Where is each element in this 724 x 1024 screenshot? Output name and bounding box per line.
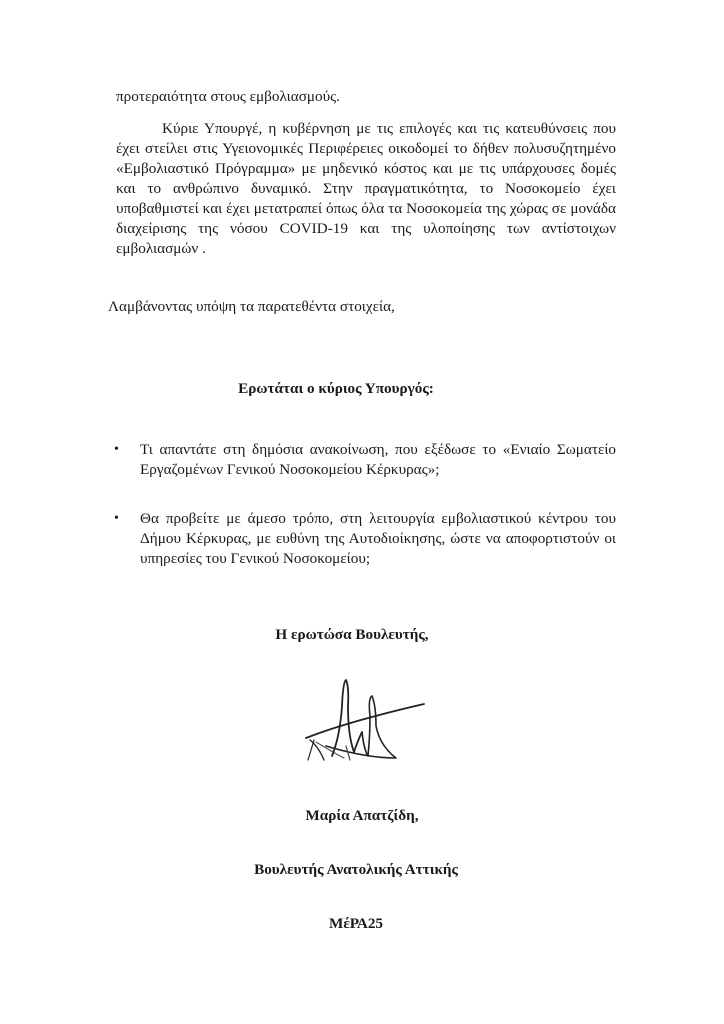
party-name: ΜέΡΑ25 xyxy=(328,915,384,932)
question-item-1 xyxy=(114,440,616,480)
signature-icon xyxy=(296,676,436,766)
signatory-label: Η ερωτώσα Βουλευτής, xyxy=(275,626,429,643)
question-text: Τι απαντάτε στη δημόσια ανακοίνωση, που εξέδωσε το «Ενιαίο Σωματείο Εργαζομένων Γενικού Νοσοκομείου Κέρκυρας»; xyxy=(140,441,616,478)
question-text: Θα προβείτε με άμεσο τρόπο, στη λειτουργία εμβολιαστικού κέντρου του Δήμου Κέρκυρας, με ευθύνη της Αυτοδιοίκησης, ώστε να αποφορτιστούν οι υπηρεσίες του Γενικού Νοσοκομείου; xyxy=(140,510,616,567)
signatory-title: Βουλευτής Ανατολικής Αττικής xyxy=(254,861,458,878)
paragraph-intro-end: προτεραιότητα στους εμβολιασμούς. xyxy=(116,88,340,105)
signatory-name: Μαρία Απατζίδη, xyxy=(305,807,419,824)
bullet-icon: • xyxy=(114,442,119,457)
bullet-icon: • xyxy=(114,511,119,526)
question-item-2 xyxy=(114,509,616,569)
paragraph-considering: Λαμβάνοντας υπόψη τα παρατεθέντα στοιχεία, xyxy=(108,298,395,315)
paragraph-main: Κύριε Υπουργέ, η κυβέρνηση με τις επιλογές και τις κατευθύνσεις που έχει στείλει στις Υγειονομικές Περιφέρειες οικοδομεί το δήθεν πολυσυζητημένο «Εμβολιαστικό Πρόγραμμα» με μηδενικό κόστος και με τις υπάρχουσες δομές και το ανθρώπινο δυναμικό. Στην πραγματικότητα, το Νοσοκομείο έχει υποβαθμιστεί και έχει μετατραπεί όπως όλα τα Νοσοκομεία της χώρας σε μονάδα διαχείρισης της νόσου COVID-19 και της υλοποίησης των αντίστοιχων εμβολιασμών . xyxy=(116,120,616,257)
question-heading: Ερωτάται ο κύριος Υπουργός: xyxy=(238,380,434,397)
